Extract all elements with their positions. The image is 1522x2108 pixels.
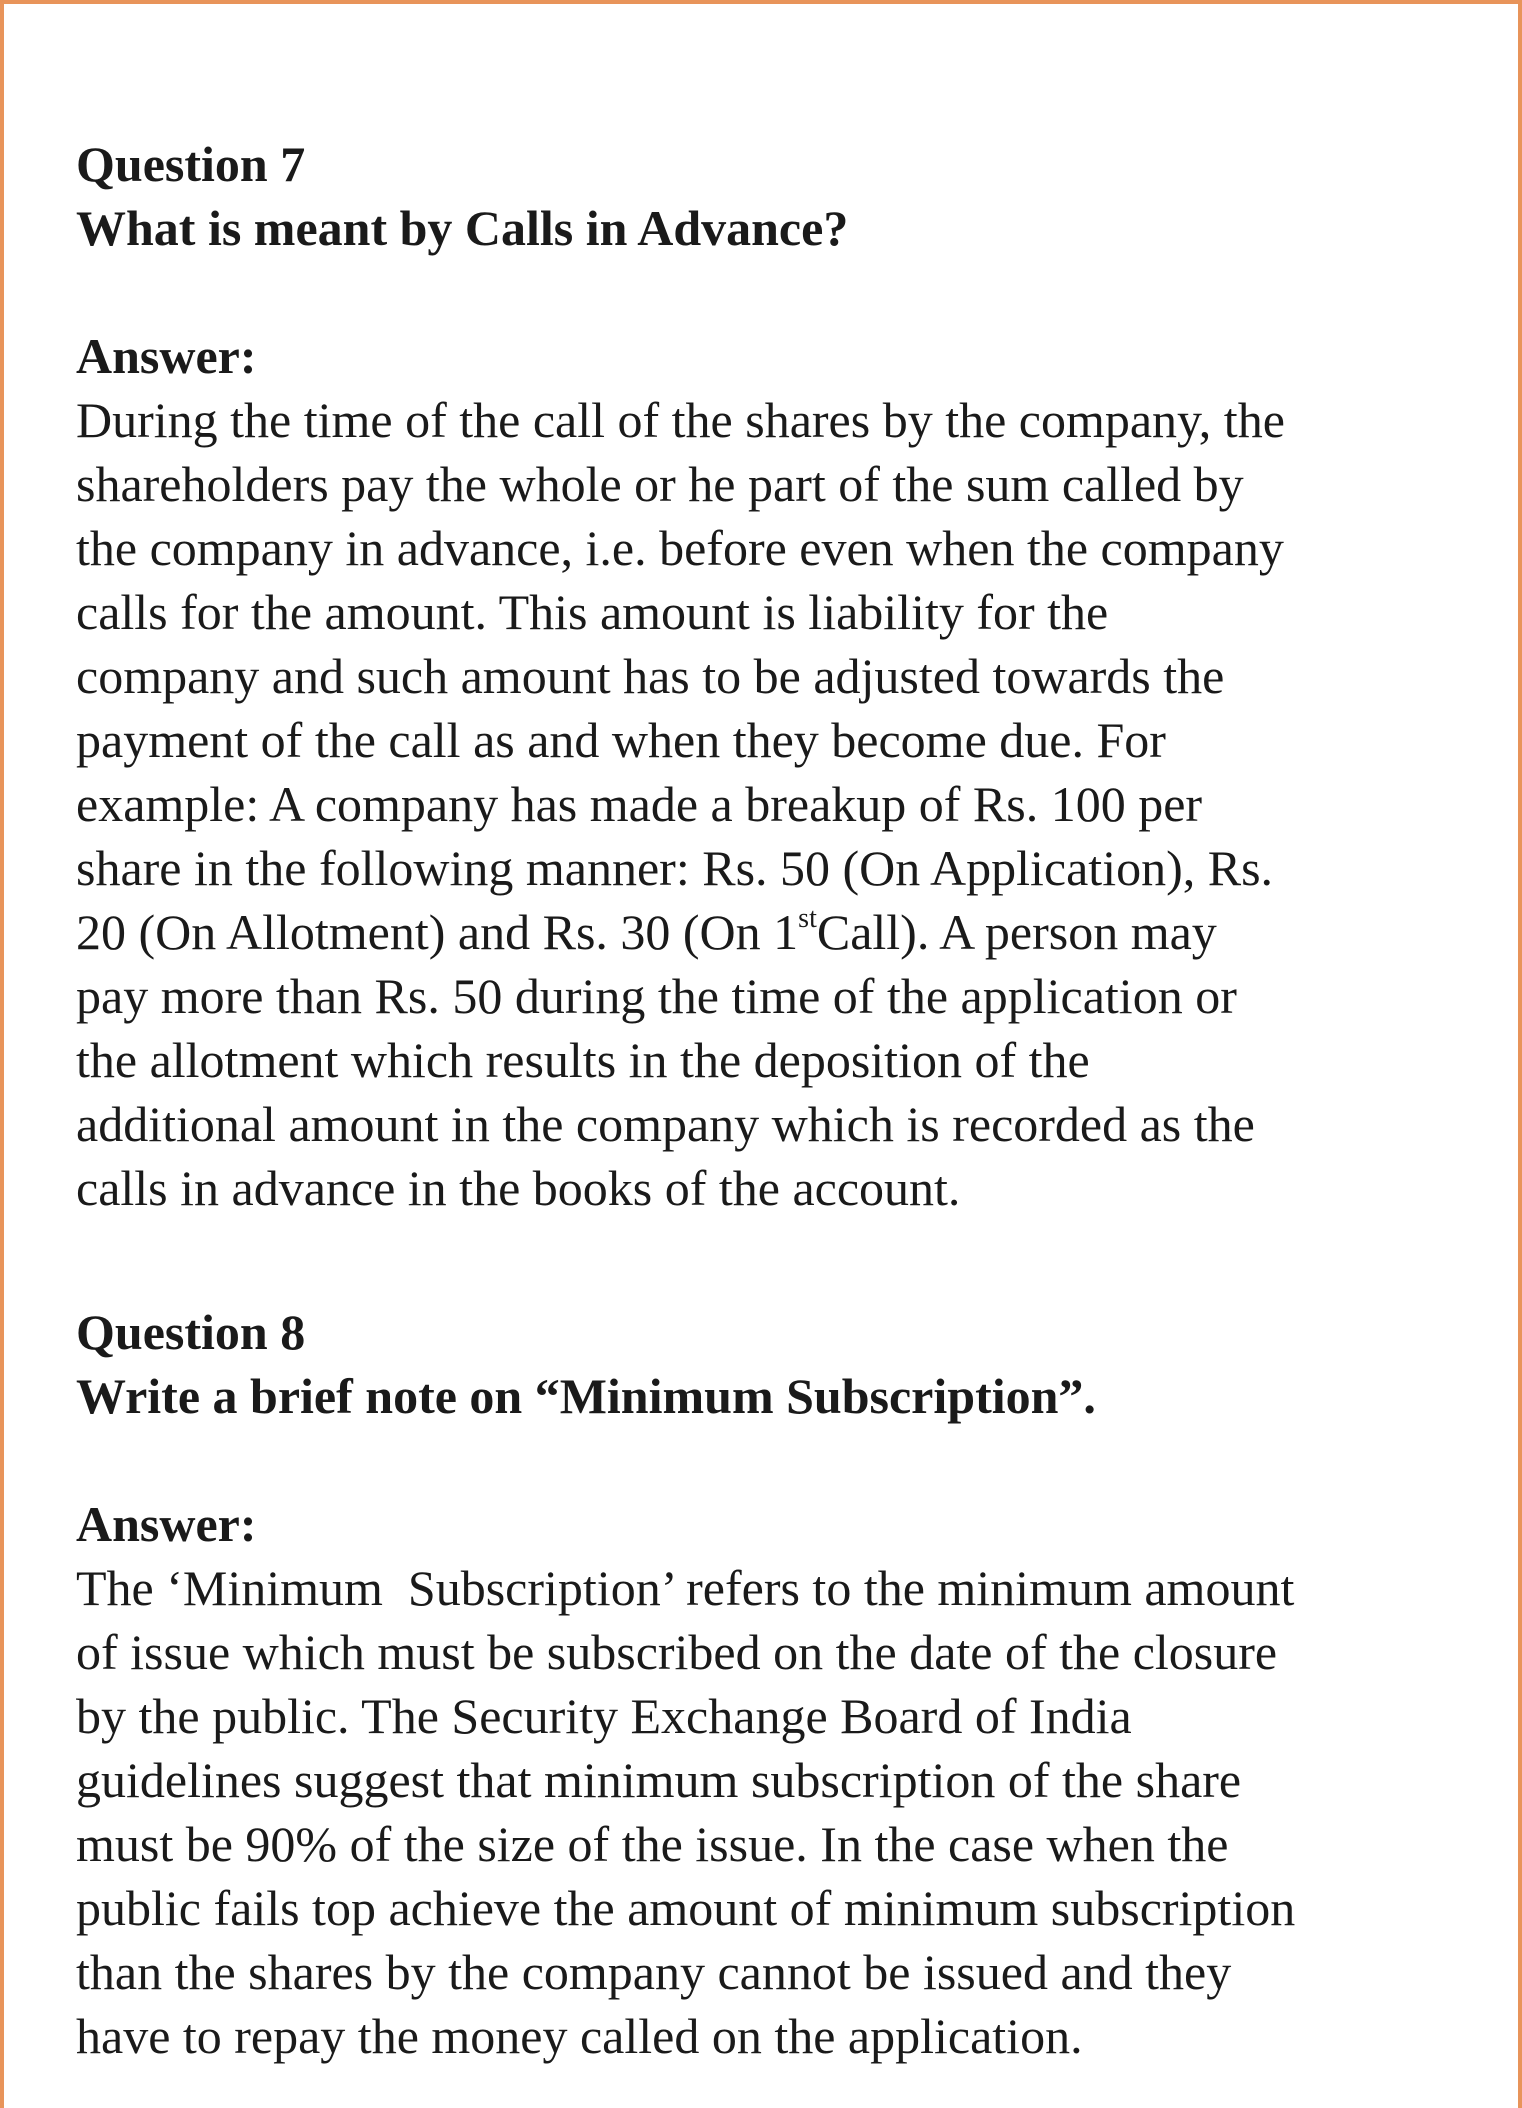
answer-7-line-with-superscript: [76, 900, 1456, 964]
question-8-section: [76, 1300, 1456, 2068]
answer-7-line: the allotment which results in the deposition of the: [76, 1032, 1090, 1088]
answer-7-line: During the time of the call of the shares by the company, the: [76, 392, 1285, 448]
question-8-text: Write a brief note on “Minimum Subscription”.: [76, 1368, 1096, 1424]
answer-8-label: Answer:: [76, 1496, 257, 1552]
answer-8-line: of issue which must be subscribed on the date of the closure: [76, 1624, 1278, 1680]
answer-8-line: than the shares by the company cannot be issued and they: [76, 1944, 1232, 2000]
question-7-section: [76, 132, 1456, 1220]
answer-8-line: public fails top achieve the amount of minimum subscription: [76, 1880, 1296, 1936]
answer-7-line: additional amount in the company which is recorded as the: [76, 1096, 1255, 1152]
answer-7-line: shareholders pay the whole or he part of the sum called by: [76, 456, 1244, 512]
answer-7-line: pay more than Rs. 50 during the time of the application or: [76, 968, 1237, 1024]
answer-7-line: example: A company has made a breakup of Rs. 100 per: [76, 776, 1203, 832]
answer-7-label: Answer:: [76, 328, 257, 384]
answer-7-line: calls for the amount. This amount is liability for the: [76, 584, 1109, 640]
answer-7-line-part: 20 (On Allotment) and Rs. 30 (On 1: [76, 904, 799, 960]
answer-8-line: The ‘Minimum Subscription’ refers to the minimum amount: [76, 1560, 1295, 1616]
answer-7-line: calls in advance in the books of the account.: [76, 1160, 961, 1216]
document-content: [76, 132, 1456, 2068]
answer-8-line: have to repay the money called on the application.: [76, 2008, 1083, 2064]
answer-8-line: by the public. The Security Exchange Board of India: [76, 1688, 1132, 1744]
answer-7-line: the company in advance, i.e. before even when the company: [76, 520, 1284, 576]
question-8-title: Question 8: [76, 1304, 306, 1360]
question-7-title: Question 7: [76, 136, 306, 192]
answer-7-line-part: Call). A person may: [816, 904, 1217, 960]
answer-8-line: guidelines suggest that minimum subscription of the share: [76, 1752, 1242, 1808]
ordinal-superscript: st: [798, 903, 817, 934]
answer-8-body: [76, 1556, 1456, 2068]
answer-7-line: company and such amount has to be adjusted towards the: [76, 648, 1225, 704]
answer-8-line: must be 90% of the size of the issue. In the case when the: [76, 1816, 1229, 1872]
answer-7-line: share in the following manner: Rs. 50 (On Application), Rs.: [76, 840, 1274, 896]
question-7-text: What is meant by Calls in Advance?: [76, 200, 849, 256]
answer-7-body: [76, 388, 1456, 1220]
answer-7-line: payment of the call as and when they become due. For: [76, 712, 1166, 768]
